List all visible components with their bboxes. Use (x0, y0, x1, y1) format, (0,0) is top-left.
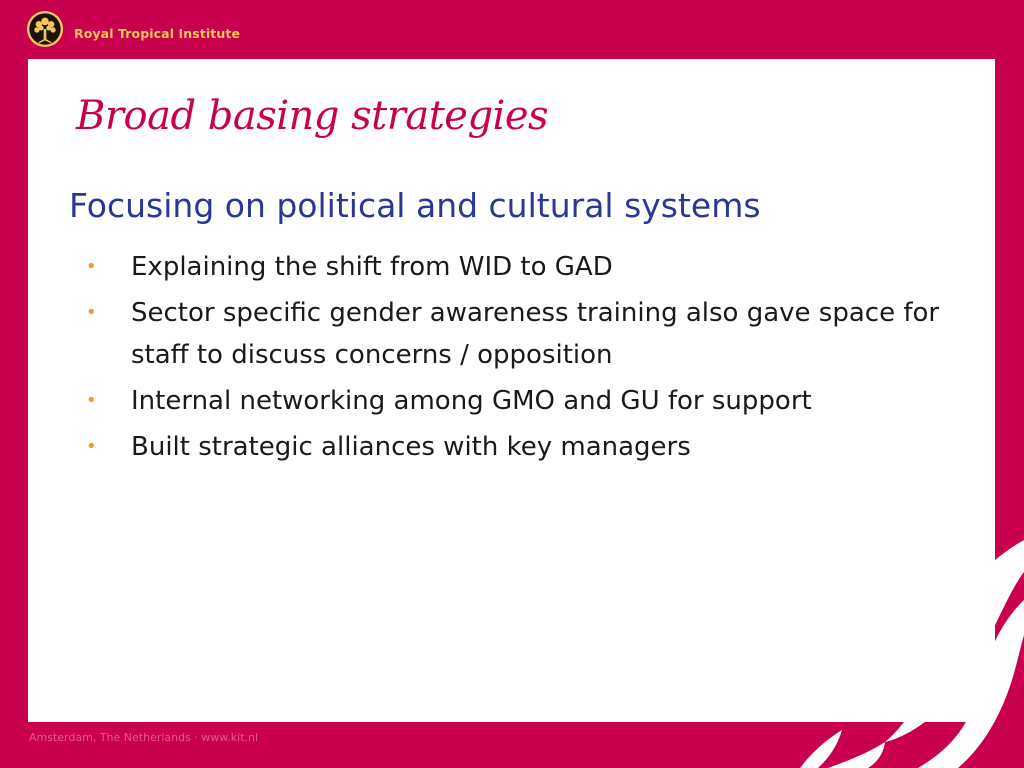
bullet-text: Explaining the shift from WID to GAD (131, 252, 613, 282)
slide-title: Broad basing strategies (76, 93, 549, 139)
brand-logo (26, 10, 240, 48)
bullet-dot-icon: • (86, 302, 97, 323)
bullet-text: Built strategic alliances with key managers (131, 432, 691, 462)
bullet-list (86, 246, 986, 472)
bullet-item (86, 426, 986, 468)
bullet-dot-icon: • (86, 390, 97, 411)
bullet-dot-icon: • (86, 436, 97, 457)
bullet-text: Sector specific gender awareness training also gave space for staff to discuss concerns / opposition (131, 298, 940, 370)
brand-name: Royal Tropical Institute (74, 25, 241, 41)
content-panel (28, 59, 995, 722)
slide-subtitle: Focusing on political and cultural systems (69, 186, 761, 225)
footer-text: Amsterdam, The Netherlands · www.kit.nl (29, 731, 259, 744)
bullet-item (86, 292, 986, 376)
bullet-text: Internal networking among GMO and GU for support (131, 386, 812, 416)
bullet-item (86, 380, 986, 422)
tree-emblem-icon (26, 10, 64, 48)
bullet-item (86, 246, 986, 288)
bullet-dot-icon: • (86, 256, 97, 277)
